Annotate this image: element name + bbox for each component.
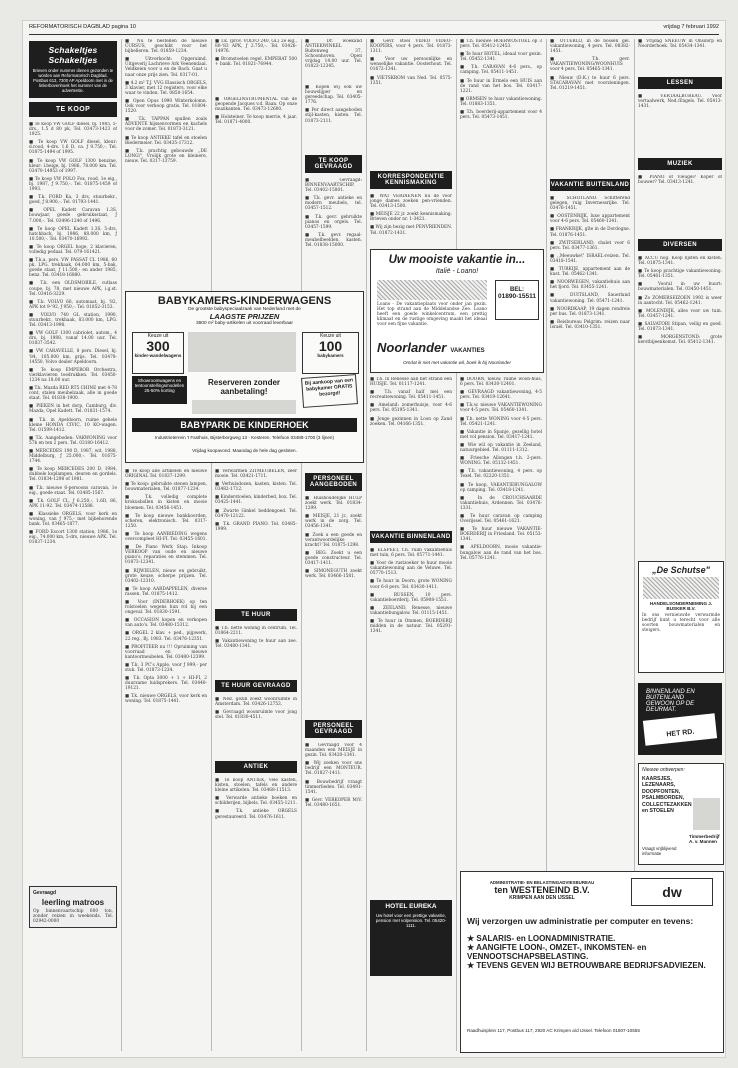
keuze-number: 100: [318, 338, 343, 354]
vakantie-body: Loano - De vakantieplaats voor onder jan gezin. Het top strand aan de Middelandse Zee. Loano heeft een goede winkelcentrum, een prettig klimaat en de rustige omgeving maakt het ideaal voor een fijne vakantie.: [377, 302, 487, 328]
brand-name: Noorlander: [377, 340, 447, 355]
hotel-lines: Uw hotel voor een prettige vakantie, pension met volpension. Tel. 05420-1111.: [375, 913, 447, 928]
store-hours: Vrijdag koopavond. Maandag de hele dag gesloten.: [192, 448, 297, 453]
administratie-logo: dw: [631, 878, 713, 906]
schutse-title: „De Schutse": [652, 565, 710, 575]
section-lessen: LESSEN: [638, 77, 722, 89]
gevraagd-sub: leerling matroos: [41, 898, 105, 907]
section-muziek: MUZIEK: [638, 158, 722, 170]
column-4-lower: [305, 469, 362, 953]
classifieds-text: ■ Dr. woekand ANTIEKWINKEL Buitenweg 37, Schoonhoven. Open vrijdag 14.00 uur. Tel. 01823-12345.: [305, 39, 362, 70]
classifieds-text: ■ Vrijdag SNEEUW in Onsdorp en Noorderhoek. Tel. 05434-1341.: [638, 39, 722, 50]
column-2: [125, 39, 207, 285]
keuze-number: 300: [146, 338, 170, 354]
store-address: Industrieterrein 't Fasthuis, Bijsterborgweg 13 · Kesteren. Telefoon 03488-1700 (3 lijnen): [154, 435, 335, 440]
classifieds-text: ■ Huishoudelijke HULP zoekt werk. Tel. 01834-1299. ■ MEISJE, 21 jr., zoekt werk in de zorg. Tel. 03456-1341. ■ Zoek u een goede en verantwoordelijke kracht? Tel. 01875-1298. ■ BEG. Zoekt u een goede constructeur. Tel. 03417-1411. ■ SIMONEGUTH zoekt werk. Tel. 03466-1581.: [305, 496, 362, 580]
classifieds-text: ■ ORGELINSTRUMENTAL van de geopende Jacques v.d. Baan. Op onze muzikanten. Tel. 03473-12600. ■ Holsteiner. Te koop merrie, 4 jaar. Tel. 01871-4000.: [215, 97, 297, 126]
keuze-kinderwagens: [132, 332, 184, 374]
kaarsen-note: Vraagt vrijblijvend informatie: [642, 846, 677, 856]
company-label: ADMINISTRATIE- EN BELASTINGADVIESBUREAU: [489, 880, 595, 885]
deurmat-line2: BUITENLAND: [646, 695, 685, 701]
classifieds-text: ■ ACCU nog. Koop lijsten en kisten. Tel. 01875-1341. ■ Te koop prachtige vakantiewoning. Tel. 05461-1351. ■ Vooral in uw buurt: bouwmaterialen. Tel. 03450-1451. ■ Zo ZOMERSEIZOEN 1992 is weer in aantocht. Tel. 05462-1241. ■ MOLENDIJK, alles voor uw tuin. Tel. 03457-1241. ■ SALVATORI Stipan, veilig en goed. Tel. 01873-1341. ■ MORGENSTOND: grote kerstbijeenkomst. Tel. 05412-1341.: [638, 256, 722, 346]
brand-sub: VAKANTIES: [450, 348, 485, 354]
classifieds-text: ■ Gevraagd: BINNENVAARTSCHIP. Tel. 03402-15801. ■ T.k. gevr. antieke en modern meubels, tel. 03457-1512. ■ T.k. gevr. gebruikte pianos en orgels. Tel. 03457-1599. ■ T.k. gevr. regaal-meubelbeelden, kasten. Tel. 01838-15000.: [305, 178, 362, 249]
kaarsen-brand: Timmerbedrijf A. v. Mannen: [689, 834, 720, 844]
classifieds-text: ■ OTTERLO, in de bossen gel. vakantiewoning, 4 pers. Tel. 08382-1451. ■ T.h. gevr. VAKANTIEWONING/WOONHUIS voor 4 pers. Tel. 05465-1341. ■ Nieuw (D.K.) te huur 6 pers. STACARAVAN met voorzieningen. Tel. 01219-1451.: [550, 39, 630, 91]
column-3: [215, 39, 297, 149]
gevraagd-body: Op binnenvaartschip 600 ton, zonder reizen in weekends. Tel. 02942-0000: [33, 909, 113, 925]
section-diversen: DIVERSEN: [638, 239, 722, 251]
section-te-koop-gevraagd: TE KOOP GEVRAAGD: [305, 155, 362, 173]
column-rule: [456, 39, 457, 1051]
administratie-item: ★ AANGIFTE LOON-, OMZET-, INKOMSTEN- en VENNOOTSCHAPSBELASTING.: [467, 943, 647, 961]
classifieds-text: ■ DOORN, nieuw, ruime woon-huis, 6 pers. Tel. 03430-12401. ■ GEVRAAGD vakantiewoning, 4-5 pers. Tel. 03419-12641. ■ T.k.w. nieuwe VAKANTIEWONING voor 4-5 pers. Tel. 05460-1341. ■ T.h. nette WONING voor 4-5 pers. Tel. 05421-1241. ■ Vakantie in Spanje, gezellig hotel met vol pension. Tel. 03417-1241. ■ Wie wil op vakantie in Zeeland, natuurgebied. Tel. 01111-1312. ■ Friesche Allongen t.h. 2-pers. WONING. Tel. 05132-1451. ■ T.h. vakantiewoning, 4 pers. op Texel. Tel. 02220-1351. ■ Te koop, VAKANTIEBUNGALOW op camping. Tel. 03418-1241. ■ In de CROUCHSAARDE vakantiehuis, Ardennen. Tel. 03476-1331. ■ Te huur caravan op camping Overijssel. Tel. 05461-1621. ■ Te huur nieuwe VAKANTIE-BOERDERIJ in Friesland. Tel. 05153-1341. ■ APELDOORN, mooie vakantie-bungalow aan de rand van het bos. Tel. 05776-1241.: [460, 377, 542, 561]
classifieds-text: ■ VERTAALBUREAU. Voor vertaalwerk, Ned./Engels. Tel. 05413-1431.: [638, 94, 722, 110]
administratie-company: [467, 880, 617, 901]
item-text: SALARIS- en LOONADMINISTRATIE.: [476, 934, 616, 943]
kaarsen-items: KAARSJES, LEZENAARS, DOOPFONTEN, PSALMBORDEN, COLLECTEZAKKEN en STOELEN: [642, 776, 692, 815]
bezorg-box: Bij aankoop van een babykamer GRATIS bezorgd!: [301, 374, 358, 408]
page-date: vrijdag 7 februari 1992: [663, 24, 719, 30]
vakantie-phone-box: [495, 280, 539, 320]
column-rule: [301, 39, 302, 1051]
section-antiek: ANTIEK: [215, 761, 297, 773]
classifieds-text: ■ WAT VERDIENEN nu de voor jonge dames zoeken pen-vrienden. Tel. 03413-1500. ■ MEISJE 22 jr. zoekt kennismaking. Brieven onder nr. 1-3421. ■ Wij zijn bezig met PENVRIENDEN. Tel. 01872-1431.: [370, 194, 452, 236]
classifieds-text: ■ T.k. (prov. VOLVO 240, GL) 2e eig., 80-'83 APK, ƒ 2.750,-. Tel. 03426-14976. ■ Bromstoelen regel. EMPERAT 500 + bank. Tel. 01821-76944.: [215, 39, 297, 68]
deurmat-mat: [643, 713, 717, 745]
section-te-koop: TE KOOP: [29, 102, 117, 117]
column-8: [638, 39, 722, 526]
keuze-label: Keuze uit: [147, 333, 169, 339]
item-text: TEVENS GEVEN WIJ BETROUWBARE BEDRIJFSADVIEZEN.: [476, 961, 706, 970]
column-6: [460, 39, 542, 245]
column-5-lower: [370, 377, 452, 976]
page-header: [29, 24, 719, 35]
gevraagd-box: [29, 886, 117, 928]
vakantie-subtitle: Italië - Loano!: [435, 268, 479, 275]
section-korrespondentie: KORRESPONDENTIE KENNISMAKING: [370, 171, 452, 189]
column-4: [305, 39, 362, 278]
schakeltjes-title: Schakeltjes Schakeltjes: [48, 45, 98, 65]
kaarsen-title: Nieuwe ontwerpen:: [642, 767, 685, 773]
gevraagd-title: Gevraagd: [33, 890, 57, 896]
column-1: [29, 39, 117, 928]
column-7: [550, 39, 630, 756]
schutse-body: In ons vernieuwde verwarmde bedrijf kunt u terecht voor alle soorten bouwmaterialen en steigers.: [642, 613, 720, 634]
keuze-sub: kinder-wandelwagens: [134, 353, 182, 358]
paper-name: REFORMATORISCH DAGBLAD pagina 10: [29, 24, 137, 30]
phone-number: 01890-15511: [498, 293, 536, 300]
classifieds-text: ■ PIANO of Vleugel? Koper of bouwer? Tel. 03413-1241.: [638, 175, 722, 186]
classifieds-text: ■ T.h. in Renesse aan het strand een HUISJE. Tel. 01117-1241. ■ T.h. vanaf half mei een recreatiewoning. Tel. 05411-1451. ■ Ameland: zomerhuisje, voor 4-6 pers. Tel. 05195-1341. ■ Jonge gezinnen in Loon op Zand zoeken. Tel. 04166-1351.: [370, 377, 452, 427]
reserveren-text: Reserveren zonder aanbetaling!: [207, 378, 281, 396]
schutse-logo: [643, 577, 719, 599]
section-te-huur-gevraagd: TE HUUR GEVRAAGD: [215, 680, 297, 692]
vakantie-illustration: [377, 280, 487, 300]
classifieds-text: ■ ELSPEET, t.h. ruim vakantiehuis met tuin, 6 pers. Tel. 05771-1441. ■ Voor de rustzoeker te huur mooie vakantiewoning aan de Veluwe. Tel. 05770-1513. ■ Te huur in Doorn, grote WONING voor 6-8 pers. Tel. 03430-1411. ■ RUSSEN, 10 pers. vakantieboerderij. Tel. 05908-1551. ■ ZEELAND, Renesse, nieuwe vakantiebungalow. Tel. 01115-1451. ■ Te huur in Ommen, BOERDERIJ midden in de natuur. Tel. 05291-1341.: [370, 548, 452, 635]
classifieds-text: ■ Te koop alle artikelen en nieuwe ORIGINAL Tel. 01837-1299. ■ Te koop: gebruikte stenen lampen, bouwmaterialen, Tel. 01877-1234. ■ T.k. volledig complete krokusbollen in kisten en mooie bloemen. Tel. 03456-1451. ■ Te koop nieuwe bankkoorden, scheren, elektronisch. Tel. 0317-1250. ■ Te koop AANBIEDING wegens overcompleet HI-FI. Tel. 03455-1601. ■ De Piano Werk Stap. Inkoop VERKOOP van oude en nieuwe piano's, reparaties en stemmen. Tel. 01873-12341. ■ RIJWIELEN, nieuw en gebruikt, grote keuze, scherpe prijzen. Tel. 03402-12310. ■ Te koop AARDAPPELEN, diverse rassen. Tel. 01875-1412. ■ Voor (INDERHOEK) op ten rolstoelen wegens hun rol bij een ongeval. Tel. 01830-1591. ■ OCCASION kopen en verkopen van auto's. Tel. 03480-15312. ■ ORGEL 2 klav. + ped., pijpwerk, 22 reg., Bj. 1983. Tel. 03476-12351. ■ PROFITEER nu !!! Opruiming van voorraad en nieuwe kantoormeubelen. Tel. 03480-12399. ■ T.k. 3 PC's Apple, voor ƒ 999,- per stuk. Tel. 01873-1234. ■ T.k. Opta 3000 + 1 + HI-FI, 2 duurzame luidsprekers. Tel. 03440-19121. ■ T.k. nieuwe ORGELS, voor kerk en woning. Tel. 01875-1441.: [125, 469, 207, 705]
administratie-headline: Wij verzorgen uw administratie per computer en tevens:: [467, 916, 694, 926]
company-city: KRIMPEN AAN DEN IJSSEL: [509, 895, 575, 901]
classifieds-text: ■ SCHOTLAND. Schitterend gelegen, ruig Invernessrijke. Tel. 03476-1451. ■ OOSTENRIJK, luxe appartement voor 4-6 pers. Tel. 05460-1341. ■ FRANKRIJK, gîte in de Dordogne. Tel. 01876-1451. ■ ZWITSERLAND, chalet voor 6 pers. Tel. 03477-1361. ■ ,,Meeuwke\" ISRAEL-reizen. Tel. 03418-1541. ■ TURKIJE, appartement aan de kust. Tel. 05462-1341. ■ NOORWEGEN, vakantiehuis aan het fjord. Tel. 03455-1241. ■ DUITSLAND, Sauerland vakantiewoning. Tel. 05471-1241. ■ NOORDKAAP, 19 dagen rondreis per bus. Tel. 01873-1341. ■ Reisbureau Pelgrim: reizen naar Israël. Tel. 03410-1351.: [550, 196, 630, 330]
schakeltjes-intro: Brieven onder nummer dienen gezonden te worden aan Reformatorisch Dagblad, Postbus 613, 7300 AP Apeldoorn met in de linkerbovenhoek het nummer van de advertentie.: [32, 68, 114, 93]
classifieds-text: ■ Te koop VW GOLF diesel, bj. 1985, 5-drs., 1.5 d 80 pk, Tel. 03473-1423 of 1925. ■ Te koop VW GOLF diesel, kleur: d.rood, 4-drs. 1.6 D, ca. ƒ 9.750,-. Tel. 01875-1494 of 1995. ■ Te koop VW GOLF 1300 benzine, kleur: l.beige, bj. 1986, 78.000 km. Tel. 03470-14953 of 1997. ■ Te koop VW POLO Fox, rood, 1e eig., bj. 1987, ƒ 9.750,-. Tel. 01875-1459 of 1993. ■ T.k. FORD Ka, 3 drs, stuurbekr., goed, ƒ 8.900,-. Tel. 01793-1441. ■ OPEL Kadett Caravan 1.3S, bouwjaar, goede gebruiksstaat, ƒ 7.000,-. Tel. 03496-1240 of 1496. ■ Te koop OPEL Kadett 1.3S, 5-drs, hatchback, bj. 1986, 88.000 km, ƒ 10.500,-. Tel. 03470-16992. ■ Te koop ORGEL hoge, 2 klavieren, volledig pedaal. Tel. 079-161421. ■ T.k.a. pers. VW PASSAT CL 1986, 60 pk, LPG, trekhaak, 64.000 km, 5-bak, goede staat, ƒ 11.500,- en ander 1985, benz. Tel. 03418-16880. ■ T.k. een OLDSMOBILE, cutlass coupe, bj. 78, met nieuwe APK, i.g.st. Tel. 03416-3229. ■ T.k. VOLVO 66, automaat, bj. '82, APK tot 9-'92, ƒ 950,-. Tel. 01852-3153. ■ VOLVO 740 GL station, 1990, stuurbekr., trekhaak, 83.000 km, LPG. Tel. 03413-1998. ■ VW GOLF 1300 cabriolet, autom., 4 drs, bj. 1988, vanaf 14.00 uur. Tel. 01837-3542. ■ VW CARAVELLE, 8 pers. Diesel, bj. '84, 105.000 km, grijs. Tel. 03478-14550, Volvo dealer Apeldoorn. ■ Te koop EMPEROR Orchestra, vierklavieren toedrukken. Tel. 03450-1234 na 18.00 uur. ■ T.k. Mazda RED RT5 CHINE met 4-78 cont, stalen meubelzaak, alle in goede staat. Tel. 01838-1900. ■ PIEKEN in het dorp, Camburg, div. Mazda, Opel Kadett. Tel. 01831-1574. ■ T.k. in Apeldoorn, ruime gehele kleine HONDA CIVIC, 10 KO-wagen. Tel. 01599-1412. ■ T.k. Aangeboden: VAKWONING voor 57b en ten 2 pers. Tel. 03180-16412. ■ MERCEDES 190 D, 1987, wit, 1988, Middelburg, ƒ 25.000,-. Tel. 01675-1744. ■ Te koop MERCEDES 200 D, 1984, dubbele koplampen, deuren en gordels. Tel. 01834-1298 of 1981. ■ T.k. nieuwe 6-persoons caravan, 1e eig., goede staat. Tel. 03485-1567. ■ T.k. GOLF CL, ƒ 6.250,-, 1.6D, 86, APK 11-92. Tel. 03474-13588. ■ Klassieke ORGELS, voor kerk en woning, van ƒ 975,- met bijbehorende bank. Tel. 03465-1877. ■ FORD Escort 1300 station, 1986, 1e eig., 74.000 km, 5-drs, nieuwe APK. Tel. 01837-1234.: [29, 122, 117, 546]
babykamers-image: [188, 332, 296, 372]
column-3-lower: [215, 469, 297, 946]
babykamers-ad: [125, 291, 364, 463]
store-name: BABYPARK DE KINDERHOEK: [132, 418, 357, 432]
hotel-title: HOTEL EUREKA: [385, 903, 437, 910]
phone-label: BEL:: [510, 287, 524, 293]
deurmat-line3: GEWOON OP DE DEURMAT.: [646, 701, 695, 713]
babykamers-line: 3600 m² baby-artikelen uit voorraad leverbaar: [195, 321, 294, 326]
babykamers-highlight: LAAGSTE PRIJZEN: [209, 312, 280, 321]
babykamers-title: BABYKAMERS-KINDERWAGENS: [157, 295, 332, 307]
column-rule: [121, 39, 122, 1051]
classifieds-text: ■ T.h. nette woning in centrum. Tel. 01864-2211. ■ Vakantiewoning te huur aan zee. Tel. 03480-1341.: [215, 626, 297, 650]
column-rule: [366, 39, 367, 1051]
section-vakantie-binnenland: VAKANTIE BINNENLAND: [370, 531, 452, 543]
column-2-lower: [125, 469, 207, 1049]
classifieds-text: ■ Gevraagd voor 4 maanden een MEISJE in gezin. Tel. 03420-1341. ■ Wij zoeken voor ons bedrijf een MONTEUR. Tel. 01827-1411. ■ Bouwbedrijf vraagt timmerlieden. Tel. 03491-1541. ■ Gevr. VERKOPER M/V. Tel. 03480-1651.: [305, 743, 362, 808]
deurmat-line4: HET RD.: [666, 728, 695, 739]
administratie-list: [467, 934, 717, 970]
keuze-sub: babykamers: [317, 353, 344, 358]
schutse-ad: [638, 561, 724, 673]
schakeltjes-banner: [29, 41, 117, 98]
section-personeel-gevraagd: PERSONEEL GEVRAAGD: [305, 720, 362, 738]
classifieds-text: ■ T.h. nieuwe HOERWOSTOEL op 3 pers. Tel. 05412-12453. ■ Te huur HOTEL, ideaal voor gezin. Tel. 05452-1341. ■ T.h. CARAVAN 4-6 pers., op camping. Tel. 05411-1451. ■ Te huur in Ermelo een HUIS aan de rand van het bos. Tel. 03417-1221. ■ ORMSEN te huur vakantiewoning. Tel. 01883-1351. ■ T.h. boerderij-appartement voor 4 pers. Tel. 05473-1451.: [460, 39, 542, 121]
deurmat-line1: BINNENLAND EN: [646, 689, 695, 695]
newspaper-page: [22, 20, 726, 1058]
showroom-box: Showroomwagens en tentoonstellingsmodellen 25-50% korting: [132, 376, 187, 404]
kaarsen-ad: [638, 763, 724, 865]
keuze-babykamers: [302, 332, 359, 374]
classifieds-text: ■ Te koop ANTIEK, vele kasten, kisten, stoelen, tafels en andere kleine artikelen. Tel. 03468-11513. ■ Verwarde antieke boeken en schilderijen, bijbels. Tel. 03455-1211. ■ T.k. antieke ORGELS gerestaureerd. Tel. 03476-1611.: [215, 778, 297, 820]
classifieds-text: ■ Gevr. stoel VIDEO VIDEO-KOOPERS, voor 4 pers. Tel. 01873-1311. ■ Voor uw persoonlijke en wenselijke vakantie. Oosterhout. Tel. 01672-1341. ■ VIETSKROM van Ned. Tel. 0575-1351.: [370, 39, 452, 86]
section-personeel-aangeboden: PERSONEEL AANGEBODEN: [305, 473, 362, 491]
classifieds-text: ■ Kopen wij ook uw bouwslijper en gereedschap. Tel. 03405-1776. ■ Per direct aangeboden stijl-kasten, kisten. Tel. 01873-2111.: [305, 85, 362, 124]
section-vakantie-buitenland: VAKANTIE BUITENLAND: [550, 179, 630, 191]
deurmat-ad: [638, 683, 722, 755]
administratie-item: ★ SALARIS- en LOONADMINISTRATIE.: [467, 934, 616, 943]
vakantie-title: Uw mooiste vakantie in...: [388, 254, 526, 266]
classifieds-text: ■ Verwarmen ZITMEUBELEN, zeer mooie. Tel. 03421-1711. ■ Verhuisdozen, kasten, kisten. Tel. 03482-1712. ■ Kinderstoelen, kinderbed, box. Tel. 03425-1441. ■ Zwarte Ginkel beddengoed. Tel. 03470-12122. ■ T.k. GRAND PIANO. Tel. 03485-1999.: [215, 469, 297, 532]
administratie-ad: [460, 871, 724, 1053]
classifieds-text: ■ Nu te bestellen de nieuwe CURSUS, geschikt voor het bijbelleren. Tel. 01859-1234. ■ Uitverkocht: Opgeruimd. Uitgeverij Lachrieve Ark Veenendaal. Veldkeien voor u en de Bach. Gaat u naar onze prijs zien. Tel. 0317-01. ■ 4.2 m² T.J. VVG Elassisch ORGELS, 3 klavier, met 12 registers, voor elke waar te vinden. Tel. 0850-1654. ■ Open Opus 1990 Winterkolomn. Ook voor verkoop gratis. Tel. 01804-1520. ■ T.k. TAPPAN spullen zoals ADVENTE hijssenvormen en kachels voor de zomer. Tel. 01873-3121. ■ Te koop ANTIEKE tafel en stoelen Biedermeier. Tel. 03435-17312. ■ T.k. prachtig gebouwde ,,DE LONG\", Vrolijk grote en kleinere, nieuw. Tel. 0317-13759.: [125, 39, 207, 164]
kaarsen-image: [693, 798, 720, 830]
vakantie-footer: Omdat ik niet met vakantie wil, boek ik bij Noorlander: [402, 360, 511, 365]
hotel-ad: [370, 900, 452, 976]
section-te-huur: TE HUUR: [215, 609, 297, 621]
company-name: ten WESTENEIND B.V.: [494, 885, 590, 895]
item-text: AANGIFTE LOON-, OMZET-, INKOMSTEN- en VENNOOTSCHAPSBELASTING.: [467, 943, 647, 961]
keuze-label: Keuze uit: [320, 333, 341, 339]
administratie-address: Raadhuisplein 117, Postbus 117, 2920 AC Krimpen a/d IJssel. Telefoon 01807-10555: [467, 1028, 640, 1033]
vakantie-ad: [370, 249, 544, 373]
babykamers-photo: [192, 400, 296, 414]
administratie-item: ★ TEVENS GEVEN WIJ BETROUWBARE BEDRIJFSADVIEZEN.: [467, 961, 706, 970]
schutse-sub: HANDELSONDERNEMING J. BUSKER B.V.: [649, 601, 713, 611]
babykamers-subtitle: De grootste babyspeciaalzaak van Nederland met de: [188, 307, 301, 312]
vakantie-brand: [377, 340, 537, 355]
column-rule: [211, 39, 212, 1051]
classifieds-text: ■ Ned. gezin zoekt woonruimte in Amsterdam. Tel. 03426-12753. ■ Gevraagd woonruimte voor jong stel. Tel. 01830-4511.: [215, 697, 297, 721]
